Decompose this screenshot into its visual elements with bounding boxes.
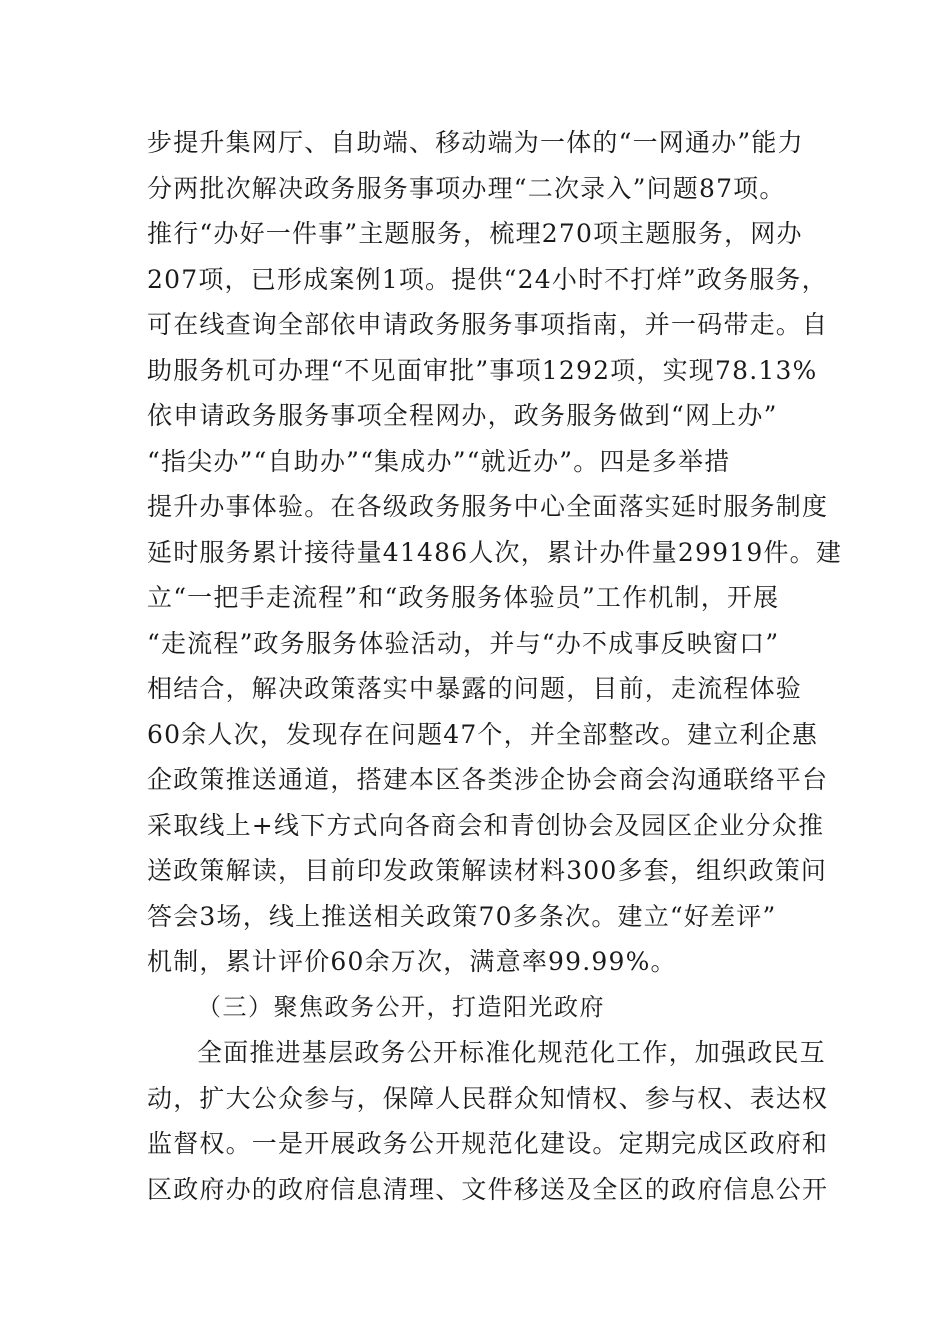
body-text: [147, 120, 843, 1212]
text-line: 答会3场，线上推送相关政策70多条次。建立“好差评”: [147, 901, 777, 931]
text-line: 立“一把手走流程”和“政务服务体验员”工作机制，开展: [147, 583, 780, 612]
text-line: 企政策推送通道，搭建本区各类涉企协会商会沟通联络平台: [147, 765, 829, 794]
text-line: 推行“办好一件事”主题服务，梳理270项主题服务，网办: [147, 219, 803, 248]
text-line: 提升办事体验。在各级政务服务中心全面落实延时服务制度: [147, 492, 829, 521]
text-line: 依申请政务服务事项全程网办，政务服务做到“网上办”: [147, 401, 778, 430]
text-line: “走流程”政务服务体验活动，并与“办不成事反映窗口”: [147, 628, 780, 658]
text-line: 60余人次，发现存在问题47个，并全部整改。建立利企惠: [147, 719, 819, 749]
text-line: 207项，已形成案例1项。提供“24小时不打烊”政务服务，: [147, 264, 828, 294]
text-line: 送政策解读，目前印发政策解读材料300多套，组织政策问: [147, 856, 828, 885]
text-line: 延时服务累计接待量41486人次，累计办件量29919件。建: [147, 537, 843, 567]
text-line: 采取线上+线下方式向各商会和青创协会及园区企业分众推: [147, 810, 825, 840]
paragraph-first-line: 全面推进基层政务公开标准化规范化工作，加强政民互: [197, 1038, 826, 1067]
text-line: 监督权。一是开展政务公开规范化建设。定期完成区政府和: [147, 1129, 829, 1158]
text-line: 动，扩大公众参与，保障人民群众知情权、参与权、表达权: [147, 1083, 829, 1113]
text-line: 助服务机可办理“不见面审批”事项1292项，实现78.13%: [147, 355, 818, 385]
text-line: 可在线查询全部依申请政务服务事项指南，并一码带走。自: [147, 310, 829, 339]
text-line: “指尖办”“自助办”“集成办”“就近办”。四是多举措: [147, 446, 731, 476]
text-line: 相结合，解决政策落实中暴露的问题，目前，走流程体验: [147, 674, 803, 703]
section-heading: （三）聚焦政务公开，打造阳光政府: [197, 992, 605, 1021]
text-line: 分两批次解决政务服务事项办理“二次录入”问题87项。: [147, 173, 786, 203]
text-line: 区政府办的政府信息清理、文件移送及全区的政府信息公开: [147, 1174, 829, 1204]
text-line: 机制，累计评价60余万次，满意率99.99%。: [147, 947, 677, 976]
text-line: 步提升集网厅、自助端、移动端为一体的“一网通办”能力: [147, 128, 804, 157]
